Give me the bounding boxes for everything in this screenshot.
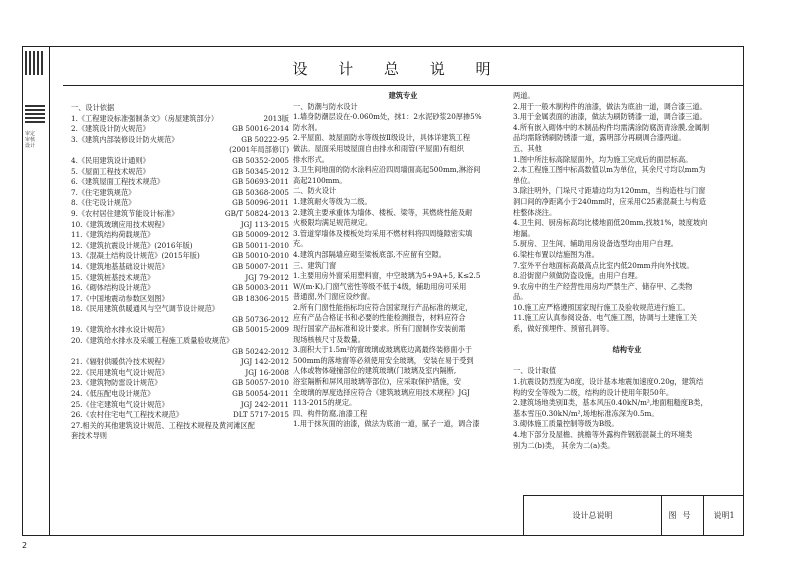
text-line [71,198,289,209]
line-text: 5.厨房、卫生间、辅助用房设备选型均由用户自理。 [513,239,678,249]
text-line [513,377,741,388]
line-text: 三、建筑门窗 [293,260,337,270]
drawing-sheet [22,46,744,536]
text-line [71,124,289,135]
standard-code: GB 50242-2012 [232,346,289,356]
standard-code: GB 50057-2010 [232,378,289,388]
text-line [513,165,741,176]
line-text: 18.《民用建筑供暖通风与空气调节设计规范》 [71,304,219,314]
standard-code: GB 50222-95 [241,134,289,144]
text-line [513,176,741,187]
text-line [513,123,741,134]
signature-strip [23,47,50,535]
line-text: 11.《建筑结构荷载规范》 [71,230,155,240]
text-line [513,303,741,314]
text-line [513,91,741,102]
line-text: 3.除注明外，门垛尺寸距墙边均为120mm，当构造柱与门窗 [513,186,706,196]
page-title: 设 计 总 说 明 [292,60,504,78]
standard-code: GB 50016-2014 [232,124,289,134]
text-line [293,112,513,123]
text-line [293,313,513,324]
text-line [71,209,289,220]
standard-code: GB 50368-2005 [232,187,289,197]
text-line [293,356,513,367]
line-text: 防水剂。 [293,122,322,132]
line-text: 26.《农村住宅电气工程技术规范》 [71,410,184,420]
line-text: 3.《建筑内部装修设计防火规范》 [71,134,179,144]
text-line [293,377,513,388]
text-line [513,356,741,367]
text-line [71,145,289,156]
line-text: 人体或物体碰撞部位的建筑玻璃(门玻璃及室内隔断, [293,366,457,376]
text-line [513,218,741,229]
text-line [513,282,741,293]
text-line [513,398,741,409]
standard-code: GB 50693-2011 [232,177,289,187]
text-line [71,378,289,389]
signature-label: 设计 [25,143,36,149]
text-line [71,230,289,241]
text-line [293,186,513,197]
line-text: 27.相关的其他建筑设计规范、工程技术规程及黄河滩区配 [71,420,255,430]
title-block [523,495,743,535]
line-text: W/(m·K),门窗气密性等级不低于4级，辅助用房可采用 [293,281,467,291]
text-line [71,368,289,379]
text-line [71,294,289,305]
line-text: 19.《建筑给水排水设计规范》 [71,325,169,335]
text-line [513,335,741,346]
text-line [293,208,513,219]
text-line [293,271,513,282]
line-text: 结构专业 [612,345,642,355]
design-basis-column [71,103,289,442]
line-text: 8.《住宅设计规范》 [71,198,136,208]
text-line [293,292,513,303]
line-text: 4.卫生间、厨房标高均比楼地面低20mm,找坡1%，坡度坡向 [513,218,708,228]
line-text: 7.室外平台地面标高最高点比室内低20mm并向外找坡。 [513,260,694,270]
line-text: 全玻璃的厚度选择应符合《建筑玻璃应用技术规程》JGJ [293,387,470,397]
text-line [513,324,741,335]
standard-code: GB 50352-2005 [232,155,289,165]
text-line [513,112,741,123]
line-text: 系，做好预埋件、预留孔洞等。 [513,324,614,334]
text-line [513,229,741,240]
line-text: 排水形式。 [293,154,329,164]
standard-code: (2001年局部修订) [229,145,289,155]
line-text: 6.《建筑屋面工程技术规范》 [71,177,165,187]
text-line [513,133,741,144]
line-text: 4.《民用建筑设计通则》 [71,155,150,165]
text-line [293,144,513,155]
text-line [293,303,513,314]
text-line [71,357,289,368]
line-text: 3.面积大于1.5m²的窗玻璃或玻璃底边离最终装修面小于 [293,345,472,355]
text-line [513,197,741,208]
line-text: 3.卫生间地面的防水涂料应沿四周墙面高起500mm,淋浴间 [293,165,481,175]
architecture-column [293,91,513,430]
line-text: 10.施工应严格遵照国家现行施工及验收规范进行施工。 [513,302,690,312]
text-line [71,114,289,125]
line-text: 3.管道穿墙体及楼板处均采用不燃材料将四周缝隙密实填 [293,228,473,238]
line-text: 地漏。 [513,228,535,238]
line-text: 20.《建筑给水排水及采暖工程施工质量验收规范》 [71,336,234,346]
line-text: 1.主要用房外窗采用塑料窗，中空玻璃为5+9A+5, K≤2.5 [293,271,481,281]
line-text: 2.本工程施工图中标高数值以m为单位，其余尺寸均以mm为 [513,165,706,175]
line-text: 高起2100mm。 [293,175,347,185]
line-text: 1.抗震设防烈度为8度，设计基本地震加速度0.20g，建筑结 [513,377,704,387]
signature-labels [25,131,45,157]
text-line [513,271,741,282]
line-text: 基本雪压0.30kN/m²,场地标准冻深为0.5m。 [513,408,659,418]
text-line [293,388,513,399]
standard-code: GB 50015-2009 [232,325,289,335]
text-line [293,218,513,229]
text-line [513,409,741,420]
standard-code: JGJ 113-2015 [240,219,289,229]
line-text: 做法。屋面采用坡屋面自由排水和雨管(平屋面)有组织 [293,143,464,153]
text-line [71,188,289,199]
text-line [71,410,289,421]
standard-code: GB 50736-2012 [232,314,289,324]
text-line [71,336,289,347]
text-line [293,250,513,261]
text-line [513,313,741,324]
standard-code: GB 50096-2011 [232,198,289,208]
text-line [293,102,513,113]
standard-code: GB 50011-2010 [232,240,289,250]
text-line [293,398,513,409]
text-line [513,250,741,261]
line-text: 2.建筑主要承重体为墙体、楼板、梁等，其燃烧性能及耐 [293,207,473,217]
text-line [293,155,513,166]
line-text: 充。 [293,239,308,249]
text-line [513,144,741,155]
line-text: 普通窗,外门窗应设纱窗。 [293,292,375,302]
standard-code: GB 50003-2011 [232,283,289,293]
line-text: 1.用于抹灰面的油漆，做法为底油一道，腻子一道，调合漆 [293,419,480,429]
text-line [513,345,741,356]
text-line [71,421,289,432]
line-text: 单位。 [513,175,535,185]
standard-code: GB 18306-2015 [232,293,289,303]
line-text: 13.《混凝土结构设计规范》(2015年版) [71,251,200,261]
line-text: 22.《民用建筑电气设计规范》 [71,367,169,377]
line-text: 1.墙身防潮层设在-0.060m处，抹1：2水泥砂浆20厚掺5% [293,112,482,122]
line-text: 23.《建筑物防雷设计规范》 [71,378,162,388]
standard-code: JGJ 16-2008 [245,367,289,377]
text-line [71,347,289,358]
drawing-number: 说明1 [713,511,735,520]
line-text: 11.施工应认真参阅设备、电气施工图，协调与土建施工关 [513,313,697,323]
line-text: 4.地下部分及屋檐、挑檐等外露构件钢筋混凝土的环境类 [513,430,693,439]
structure-column [513,91,741,451]
line-text: 建筑专业 [388,91,418,100]
stamp-mark-top [25,51,45,75]
line-text: 1.图中所注标高除屋面外，均为施工完成后的面层标高。 [513,154,693,164]
line-text: 21.《辐射供暖供冷技术规程》 [71,357,169,367]
drawing-name: 设计总说明 [524,496,662,535]
text-line [293,176,513,187]
line-text: 1.建筑耐火等级为二级。 [293,196,372,206]
line-text: 16.《砌体结构设计规范》 [71,283,155,293]
text-line [293,261,513,272]
text-line [293,197,513,208]
line-text: 15.《建筑桩基技术规范》 [71,272,155,282]
text-line [513,419,741,430]
text-line [71,389,289,400]
text-line [71,156,289,167]
standard-code: GB 50007-2011 [232,261,289,271]
line-text: 2.建筑场地类别Ⅱ类，基本风压0.40kN/m²,地面粗糙度B类， [513,398,708,408]
line-text: 四、构件防腐,油漆工程 [293,408,368,418]
text-line [71,135,289,146]
text-line [513,239,741,250]
line-text: 别为二(b)类， 其余为二(a)类。 [513,440,615,450]
signature-label: 审核 [25,137,36,143]
line-text: 洞口间的净距离小于240mm时，应采用C25素混凝土与构造 [513,196,706,206]
line-text: 1.《工程建设标准强制条文》（房屋建筑部分） [71,113,219,123]
line-text: 五、其他 [513,143,542,153]
text-line [513,208,741,219]
standard-code: GB 50009-2012 [232,230,289,240]
text-line [513,292,741,303]
line-text: 17.《中国地震动参数区划图》 [71,293,169,303]
line-text: 套技术导则 [71,431,107,441]
text-line [293,133,513,144]
text-line [293,239,513,250]
standard-code: JGJ 242-2011 [240,399,289,409]
text-line [293,123,513,134]
standard-code: 2013版 [263,113,289,123]
standard-code: DLT 5717-2015 [232,410,289,420]
text-line [71,262,289,273]
line-text: 6.梁柱布置以结施图为准。 [513,249,599,259]
text-line [293,324,513,335]
line-text: 4.所有嵌入砌体中的木制品构件均需满涂防腐沥青涂膜,金属制 [513,122,710,132]
stamp-mark-middle [25,103,45,123]
text-line [71,177,289,188]
text-line [71,167,289,178]
text-line [71,103,289,114]
text-line [513,155,741,166]
standard-code: GB 50010-2010 [232,251,289,261]
text-line [513,366,741,377]
line-text: 品均需除锈刷防锈漆一道，露明部分再刷调合漆两道。 [513,133,686,143]
text-line [71,325,289,336]
line-text: 3.用于金属表面的油漆，做法为刷防锈漆一道，调合漆三道。 [513,112,707,122]
line-text: 现场核核尺寸及数量。 [293,334,365,344]
line-text: 2.《建筑设计防火规范》 [71,124,150,134]
line-text: 一、设计取值 [513,366,557,376]
line-text: 火极限均满足规范规定。 [293,218,373,228]
line-text: 一、防潮与防水设计 [293,101,358,111]
text-line [71,400,289,411]
text-line [293,165,513,176]
standard-code: JGJ 142-2012 [240,357,289,367]
line-text: 8.沿街窗户须做防盗设施，由用户自理。 [513,271,643,281]
text-line [71,220,289,231]
line-text: 9.《农村居住建筑节能设计标准》 [71,208,179,218]
standard-code: JGJ 79-2012 [245,272,289,282]
text-line [293,282,513,293]
text-line [71,304,289,315]
line-text: 113-2015的规定。 [293,398,357,408]
text-line [293,335,513,346]
text-line [71,283,289,294]
text-line [71,273,289,284]
line-text: 柱整体浇注。 [513,207,557,217]
line-text: 品。 [513,292,528,302]
text-line [513,102,741,113]
text-line [513,186,741,197]
line-text: 500mm的落地窗等必须使用安全玻璃， 安装在易于受到 [293,355,474,365]
line-text: 应有产品合格证书和必要的性能检测报告，材料应符合 [293,313,466,323]
text-line [293,229,513,240]
line-text: 现行国家产品标准和设计要求。所有门窗制作安装前需 [293,324,466,334]
line-text: 4.建筑内部隔墙应砌至梁板底部,不应留有空隙。 [293,249,446,259]
line-text: 2.用于一般木制构件的油漆，做法为底油一道，调合漆三道。 [513,101,707,111]
text-line [71,251,289,262]
text-line [513,430,741,441]
line-text: 2.平屋面、坡屋面防水等级按Ⅱ级设计，具体详建筑工程 [293,133,471,143]
line-text: 2.所有门窗性能指标均应符合国家现行产品标准的规定， [293,302,473,312]
line-text: 24.《低压配电设计规范》 [71,389,155,399]
standard-code: GB 50054-2011 [232,389,289,399]
standard-code: GB/T 50824-2013 [224,208,289,218]
line-text: 浴室隔断和屏风用玻璃等部位)，应采取保护措施，安 [293,377,462,387]
line-text: 5.《屋面工程技术规范》 [71,166,150,176]
text-line [293,366,513,377]
line-text: 12.《建筑抗震设计规范》(2016年版) [71,240,193,250]
line-text: 二、防火设计 [293,186,337,196]
line-text: 9.农房中的生产经营性用房均严禁生产、储存甲、乙类物 [513,281,693,291]
text-line [293,345,513,356]
title-divider [63,85,743,86]
line-text: 一、设计依据 [71,103,115,112]
signature-label: 审定 [25,131,36,137]
line-text: 构的安全等级为二级，结构的设计使用年限50年。 [513,387,674,397]
text-line [71,431,289,442]
standard-code: GB 50345-2012 [232,166,289,176]
text-line [513,441,741,452]
line-text: 7.《住宅建筑规范》 [71,187,136,197]
text-line [293,419,513,430]
text-line [513,388,741,399]
text-line [71,315,289,326]
line-text: 两道。 [513,91,535,100]
drawing-number-label: 图号 [662,496,704,535]
text-line [293,409,513,420]
line-text: 10.《建筑玻璃应用技术规程》 [71,219,169,229]
text-line [71,241,289,252]
line-text: 25.《住宅建筑电气设计规范》 [71,399,169,409]
page-number: 2 [22,541,28,550]
text-line [513,261,741,272]
line-text: 3.砌体施工质量控制等级为B级。 [513,419,619,429]
text-line [293,91,513,102]
line-text: 14.《建筑地基基础设计规范》 [71,261,169,271]
